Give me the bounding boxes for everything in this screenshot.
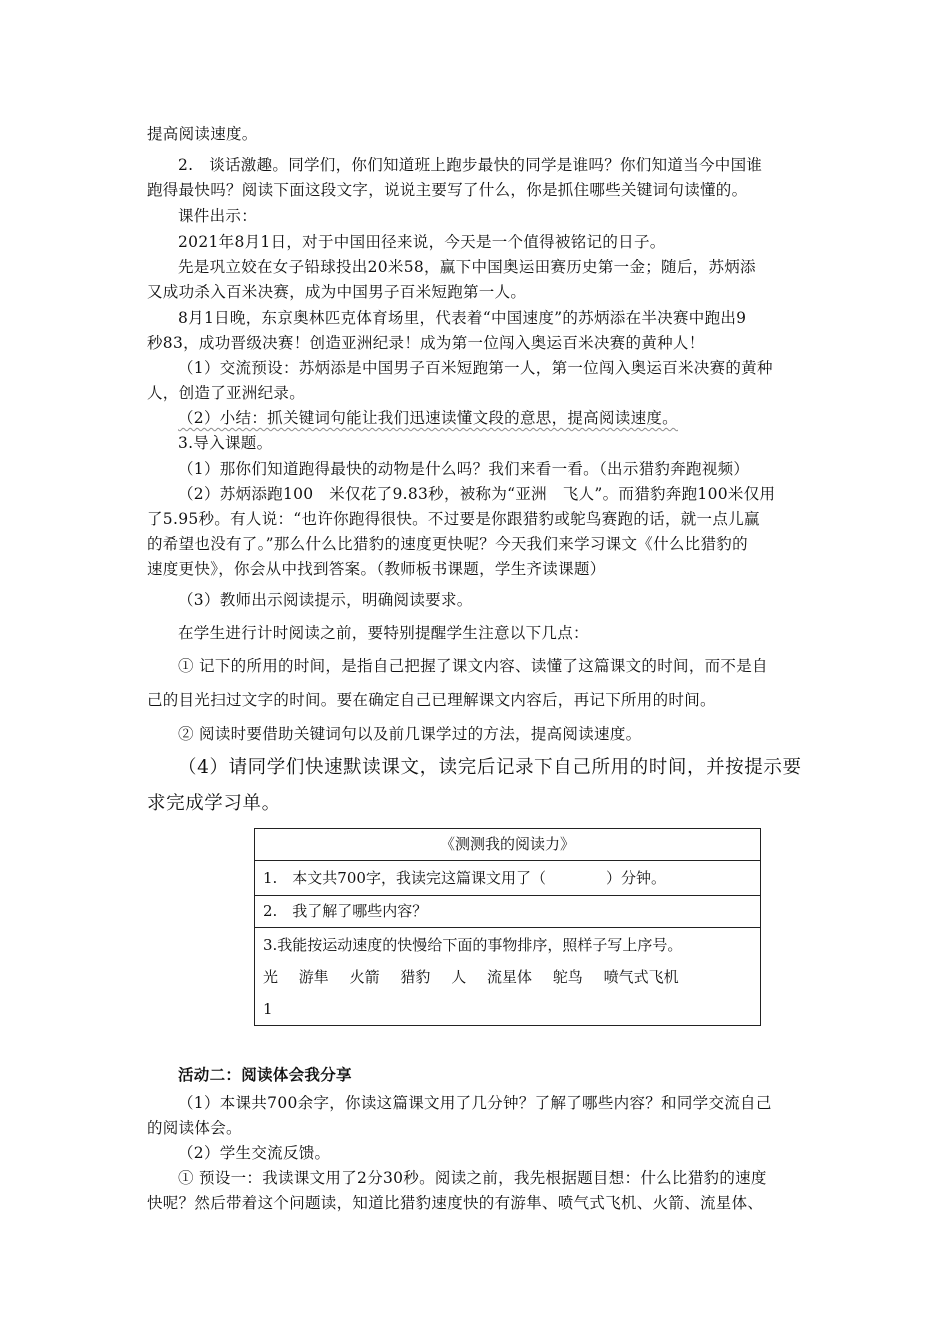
worksheet-question-3 <box>255 928 761 1026</box>
ordering-items <box>263 964 752 990</box>
paragraph-line: 求完成学习单。 <box>147 793 281 814</box>
paragraph-line: 课件出示： <box>178 207 258 225</box>
paragraph-line: 2021年8月1日，对于中国田径来说，今天是一个值得被铭记的日子。 <box>178 233 666 251</box>
paragraph-line: 己的目光扫过文字的时间。要在确定自己已理解课文内容后，再记下所用的时间。 <box>147 691 716 709</box>
worksheet-table <box>254 828 761 1026</box>
paragraph-line: 秒83，成功晋级决赛！创造亚洲纪录！成为第一位闯入奥运百米决赛的黄种人！ <box>147 334 705 352</box>
item-rocket: 火箭 <box>349 968 380 986</box>
paragraph-line: 先是巩立姣在女子铅球投出20米58，赢下中国奥运田赛历史第一金；随后，苏炳添 <box>178 258 756 276</box>
item-meteoroid: 流星体 <box>486 968 532 986</box>
paragraph-line: ① 预设一：我读课文用了2分30秒。阅读之前，我先根据题目想：什么比猎豹的速度 <box>178 1169 767 1187</box>
item-human: 人 <box>451 968 467 986</box>
item-cheetah: 猎豹 <box>400 968 431 986</box>
paragraph-line: 了5.95秒。有人说：“也许你跑得很快。不过要是你跟猎豹或鸵鸟赛跑的话，就一点儿赢 <box>147 510 760 528</box>
worksheet-title: 《测测我的阅读力》 <box>255 829 761 861</box>
paragraph-line: （4）请同学们快速默读课文，读完后记录下自己所用的时间，并按提示要 <box>178 757 802 778</box>
paragraph-line: 的希望也没有了。”那么什么比猎豹的速度更快呢？今天我们来学习课文《什么比猎豹的 <box>147 535 748 553</box>
worksheet-question-1 <box>255 861 761 896</box>
paragraph-line: （1）本课共700余字，你读这篇课文用了几分钟？了解了哪些内容？和同学交流自己 <box>178 1094 772 1112</box>
paragraph-line: （3）教师出示阅读提示，明确阅读要求。 <box>178 591 473 609</box>
paragraph-line: 又成功杀入百米决赛，成为中国男子百米短跑第一人。 <box>147 283 527 301</box>
activity-heading: 活动二：阅读体会我分享 <box>178 1065 352 1084</box>
sample-order-number: 1 <box>263 1000 273 1018</box>
paragraph-line: 在学生进行计时阅读之前，要特别提醒学生注意以下几点： <box>178 624 589 642</box>
paragraph-line: 人，创造了亚洲纪录。 <box>147 384 306 402</box>
paragraph-line: 速度更快》，你会从中找到答案。（教师板书课题，学生齐读课题） <box>147 560 606 578</box>
paragraph-line: ① 记下的所用的时间，是指自己把握了课文内容、读懂了这篇课文的时间，而不是自 <box>178 657 768 675</box>
item-falcon: 游隼 <box>298 968 329 986</box>
paragraph-line: （2）学生交流反馈。 <box>178 1144 331 1162</box>
item-light: 光 <box>263 968 279 986</box>
paragraph-line: 快呢？然后带着这个问题读，知道比猎豹速度快的有游隼、喷气式飞机、火箭、流星体、 <box>147 1194 764 1212</box>
worksheet-question-2: 2. 我了解了哪些内容？ <box>255 896 761 928</box>
paragraph-line: （1）那你们知道跑得最快的动物是什么吗？我们来看一看。（出示猎豹奔跑视频） <box>178 460 750 478</box>
paragraph-line: ② 阅读时要借助关键词句以及前几课学过的方法，提高阅读速度。 <box>178 725 642 743</box>
question-1-text: 1. 本文共700字，我读完这篇课文用了（ <box>263 869 546 887</box>
item-ostrich: 鸵鸟 <box>552 968 583 986</box>
question-1-suffix: ）分钟。 <box>605 869 666 887</box>
paragraph-line: 2. 谈话激趣。同学们，你们知道班上跑步最快的同学是谁吗？你们知道当今中国谁 <box>178 156 763 174</box>
paragraph-line: 8月1日晚，东京奥林匹克体育场里，代表着“中国速度”的苏炳添在半决赛中跑出9 <box>178 309 747 327</box>
wavy-underlined-text: （2）小结：抓关键词句能让我们迅速读懂文段的意思，提高阅读速度。 <box>178 409 678 427</box>
paragraph-line: （1）交流预设：苏炳添是中国男子百米短跑第一人，第一位闯入奥运百米决赛的黄种 <box>178 359 773 377</box>
paragraph-line: 跑得最快吗？阅读下面这段文字，说说主要写了什么，你是抓住哪些关键词句读懂的。 <box>147 181 748 199</box>
summary-line <box>178 406 848 430</box>
section-heading: 3.导入课题。 <box>178 434 273 452</box>
paragraph-line: 的阅读体会。 <box>147 1119 242 1137</box>
paragraph-line: （2）苏炳添跑100 米仅花了9.83秒，被称为“亚洲 飞人”。而猎豹奔跑100米仅用 <box>178 485 776 503</box>
question-3-text: 3.我能按运动速度的快慢给下面的事物排序，照样子写上序号。 <box>263 936 683 954</box>
item-jet: 喷气式飞机 <box>603 968 679 986</box>
paragraph-line: 提高阅读速度。 <box>147 125 258 143</box>
